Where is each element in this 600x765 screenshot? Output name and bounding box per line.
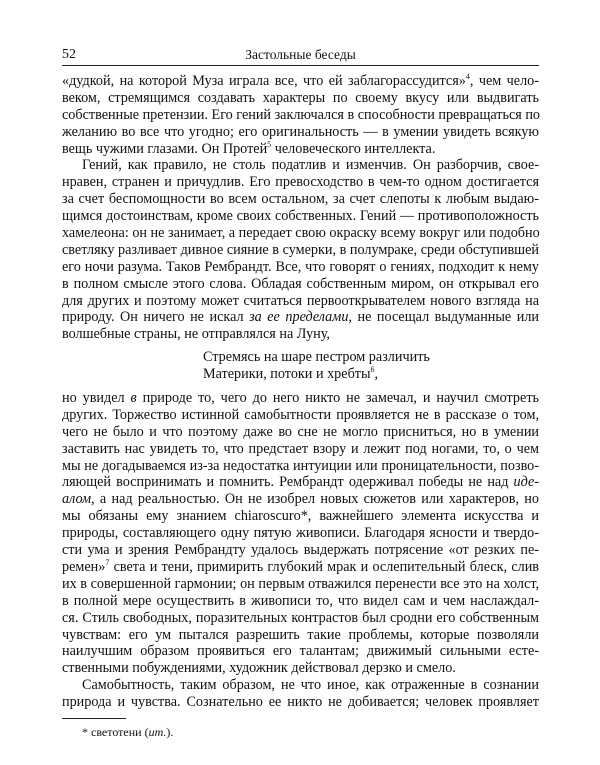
text-line	[62, 525, 539, 542]
text-line	[62, 474, 539, 491]
text-line	[62, 73, 539, 90]
text-segment: собственные претензии. Его гений заключался в способности превращаться по	[62, 106, 541, 123]
text-line	[62, 441, 539, 458]
text-segment: Стремясь на шаре пестром различить	[203, 349, 430, 366]
running-header	[62, 45, 539, 66]
text-segment: природы, составляющего одну пятую живописи. Благодаря ясности и твердо-	[62, 525, 539, 542]
text-segment: ,	[374, 366, 379, 383]
text-segment: его ночи разума. Таков Рембрандт. Все, что говорят о гениях, подходит к нему	[62, 258, 539, 275]
body-text	[62, 73, 539, 711]
text-segment: вещь чужими глазами. Он Протей	[62, 140, 268, 157]
text-segment: нравен, странен и причудлив. Его превосходство в чем-то одном достигается	[62, 174, 539, 191]
text-segment: Гений, как правило, не столь податлив и изменчив. Он разборчив, свое-	[82, 157, 539, 174]
footnote-ref: 5	[267, 139, 272, 149]
text-segment: но увидел	[62, 390, 131, 407]
paragraph	[62, 157, 539, 343]
text-line	[62, 309, 539, 326]
text-segment: волшебные страны, не отправлялся на Луну,	[62, 326, 330, 343]
text-line	[62, 627, 539, 644]
text-line	[62, 491, 539, 508]
text-segment: , чем чело-	[469, 73, 539, 89]
text-line	[62, 124, 539, 141]
text-segment: «дудкой, на которой Муза играла все, что ей заблагорассудится»	[62, 73, 466, 89]
text-line	[62, 576, 539, 593]
text-segment: ляющей воспринимать и помнить. Рембрандт одерживал победы не над	[62, 474, 514, 491]
paragraph	[62, 390, 539, 677]
footnote-ref: 4	[465, 72, 470, 81]
text-segment: природа и чувства. Сознательно ее никто не добивается; человек проявляет	[62, 694, 539, 711]
text-segment: чувствам: его ум пытался разрешить такие проблемы, которые позволяли	[62, 626, 539, 643]
text-segment: , не посещал выдуманные или	[348, 309, 540, 326]
text-line	[203, 366, 539, 383]
text-segment: за счет беспомощности во всем остальном, за счет слепоты к любым выдаю-	[62, 191, 539, 208]
text-segment: природу. Он ничего не искал	[62, 309, 250, 326]
italic-text: в	[130, 390, 137, 407]
text-segment: наилучшим образом проявиться его талантам; движимый сильными есте-	[62, 643, 539, 660]
text-line	[62, 694, 539, 711]
verse-quote	[62, 349, 539, 383]
text-segment: природе то, чего до него никто не замечал, и научил смотреть	[136, 390, 539, 407]
text-segment: щимся достоинствам, кроме своих собственных. Гений — противоположность	[62, 208, 539, 225]
italic-text: алом	[62, 491, 92, 508]
footnote	[82, 725, 173, 740]
text-line	[62, 559, 539, 576]
text-segment: в полном смысле этого слова. Обладая собственным миром, он открывал его	[62, 275, 539, 292]
text-line	[62, 643, 539, 660]
footnote-abbr: ит.	[148, 725, 167, 739]
footnote-ref: 7	[105, 557, 110, 567]
text-segment: света и тени, примирить глубокий мрак и ослепительный блеск, слив	[109, 558, 539, 575]
text-line	[62, 242, 539, 259]
text-segment: заставить нас увидеть то, что предстает взору и лежит под ногами, то, о чем	[62, 440, 539, 457]
paragraph	[62, 677, 539, 711]
running-title: Застольные беседы	[245, 47, 356, 62]
text-segment: Самобытность, таким образом, не что иное, как отраженные в сознании	[82, 677, 539, 694]
text-line	[62, 610, 539, 627]
text-segment: , а над реальностью. Он не изобрел новых сюжетов или характеров, но	[91, 491, 539, 508]
text-line	[62, 458, 539, 475]
text-line	[62, 593, 539, 610]
text-segment: светляку разливает дивное сияние в сумерки, в полумраке, среди обступившей	[62, 241, 539, 258]
text-line	[62, 542, 539, 559]
italic-text: иде-	[513, 474, 539, 491]
text-line	[62, 390, 539, 407]
text-line	[62, 326, 539, 343]
text-segment: для других и поэтому может считаться первооткрывателем нового взгляда на	[62, 292, 539, 309]
text-line	[62, 208, 539, 225]
text-line	[62, 225, 539, 242]
text-line	[62, 677, 539, 694]
text-line	[62, 407, 539, 424]
text-segment: чего не было и что поэтому даже во сне не могло присниться, но в умении	[62, 423, 539, 440]
text-segment: веком, стремящимся создавать характеры по своему вкусу или выдвигать	[62, 89, 539, 106]
text-segment: человеческого интеллекта.	[271, 140, 436, 157]
text-line	[62, 424, 539, 441]
text-line	[62, 259, 539, 276]
text-line	[62, 90, 539, 107]
text-segment: других. Торжество истинной самобытности проявляется не в рассказе о том,	[62, 406, 539, 423]
text-segment: сти ума и зрения Рембрандту удалось выдержать потрясение «от резких пе-	[62, 542, 539, 559]
italic-text: за ее пределами	[249, 309, 349, 326]
text-line	[62, 191, 539, 208]
paragraph	[62, 73, 539, 157]
text-line	[62, 157, 539, 174]
text-segment: мы обязаны ему знанием chiaroscuro*, важнейшего элемента искусства и	[62, 508, 539, 525]
text-segment: желанию во все что угодно; его оригинальность — в умении увидеть всякую	[62, 123, 539, 140]
text-segment: ремен»	[62, 558, 106, 575]
footnote-suffix: ).	[166, 725, 174, 739]
page-number: 52	[62, 47, 76, 62]
text-segment: их в совершенной гармонии; он первым отважился перенести все это на холст,	[62, 575, 539, 592]
text-line	[62, 141, 539, 158]
text-line	[62, 293, 539, 310]
text-line	[62, 276, 539, 293]
text-segment: хамелеона: он не занимает, а передает свою окраску всему вокруг или подобно	[62, 225, 540, 242]
text-segment: ственными побуждениями, художник действовал дерзко и смело.	[62, 660, 456, 677]
text-line	[203, 349, 539, 366]
text-segment: Материки, потоки и хребты	[203, 366, 371, 383]
footnote-text: * светотени (	[82, 725, 149, 739]
text-line	[62, 508, 539, 525]
text-segment: мы не догадываемся из-за недостатка интуиции или проницательности, позво-	[62, 457, 539, 474]
text-line	[62, 660, 539, 677]
text-segment: ся. Стиль свободных, поразительных контрастов был сродни его собственным	[62, 609, 539, 626]
footnote-divider	[62, 718, 126, 719]
text-line	[62, 174, 539, 191]
text-segment: в полной мере осуществить в живописи то, что видел сам и чем наслаждал-	[62, 592, 539, 609]
footnote-ref: 6	[370, 365, 375, 375]
text-line	[62, 107, 539, 124]
